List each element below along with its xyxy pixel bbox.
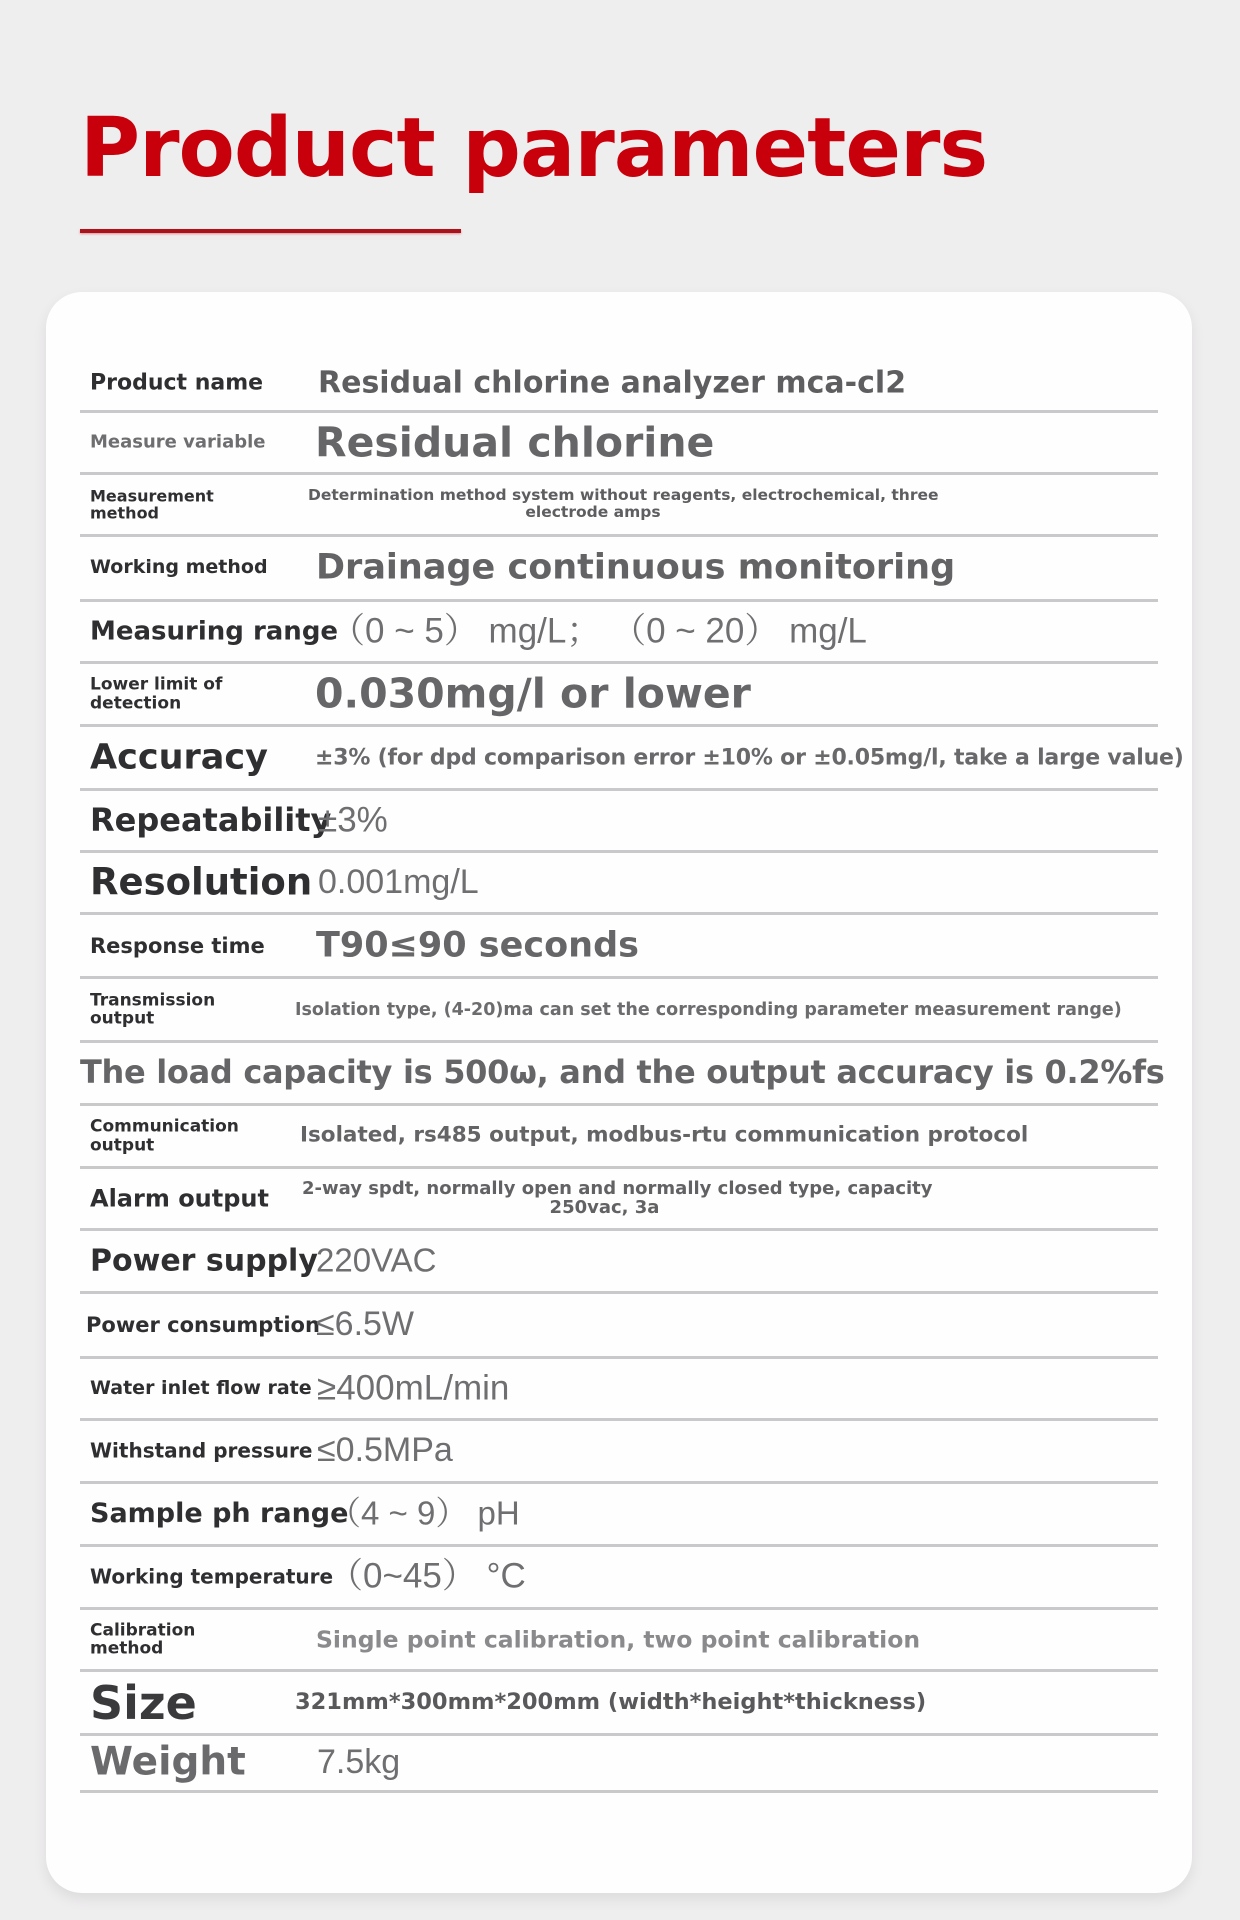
param-row-response-time — [80, 915, 1158, 979]
param-label — [90, 991, 215, 1028]
param-value: 0.001mg/L — [318, 862, 479, 901]
param-row-lower-limit — [80, 664, 1158, 727]
param-label: Measurement method — [90, 485, 214, 523]
param-value — [308, 485, 939, 523]
param-value: T90≤90 seconds — [316, 925, 639, 966]
param-row-water-inlet-flow-rate — [80, 1359, 1158, 1421]
param-value: 220VAC — [316, 1241, 437, 1279]
param-label: Working method — [90, 556, 268, 579]
param-label-line: method — [90, 1638, 164, 1659]
param-value: （4 ~ 9） pH — [328, 1494, 520, 1532]
param-label: Product name — [90, 369, 264, 395]
param-value: Residual chlorine analyzer mca-cl2 — [318, 364, 907, 400]
param-row-withstand-pressure — [80, 1421, 1158, 1484]
param-label: Working temperature — [90, 1564, 334, 1589]
param-row-resolution — [80, 853, 1158, 915]
title-underline — [80, 229, 461, 233]
param-label-line: detection — [90, 693, 182, 713]
param-value: Drainage continuous monitoring — [316, 547, 956, 588]
param-row-power-consumption — [80, 1294, 1158, 1359]
param-value: 7.5kg — [317, 1743, 401, 1782]
param-label: Power consumption — [86, 1312, 320, 1337]
param-row-sample-ph-range — [80, 1484, 1158, 1547]
param-value: （0 ~ 5） mg/L； （0 ~ 20） mg/L — [330, 611, 867, 651]
param-value: 321mm*300mm*200mm (width*height*thickness) — [295, 1688, 927, 1715]
param-value-line: 2-way spdt, normally open and normally closed type, capacity — [302, 1177, 933, 1199]
param-label — [90, 1621, 195, 1658]
param-label: Accuracy — [90, 737, 268, 778]
param-value: Single point calibration, two point calibration — [316, 1625, 921, 1654]
page-title: Product parameters — [80, 101, 988, 196]
param-row-repeatability — [80, 791, 1158, 853]
param-value-line: 250vac, 3a — [549, 1197, 660, 1219]
param-value: Isolation type, (4-20)ma can set the corresponding parameter measurement range) — [295, 999, 1122, 1020]
param-label-line: output — [90, 1135, 155, 1155]
param-row-product-name — [80, 355, 1158, 413]
param-value: ≤0.5MPa — [317, 1431, 453, 1470]
param-label: Measure variable — [90, 431, 266, 453]
param-label — [90, 675, 222, 712]
param-value-line: electrode amps — [525, 503, 661, 522]
param-value: ±3% — [318, 800, 388, 840]
param-value: 0.030mg/l or lower — [315, 669, 751, 718]
param-row-communication-output — [80, 1106, 1158, 1169]
param-label: Water inlet flow rate — [90, 1376, 312, 1399]
param-label: Alarm output — [90, 1183, 269, 1212]
param-row-load-capacity — [80, 1043, 1165, 1106]
param-label — [90, 1117, 239, 1154]
param-label: Size — [90, 1675, 197, 1730]
param-row-working-method — [80, 537, 1158, 602]
param-row-size — [80, 1672, 1158, 1736]
param-label: Sample ph range — [90, 1497, 349, 1529]
param-row-power-supply — [80, 1231, 1158, 1294]
param-row-alarm-output — [80, 1169, 1158, 1231]
param-note: The load capacity is 500ω, and the output accuracy is 0.2%fs — [80, 1053, 1165, 1092]
param-label-line: Communication — [90, 1116, 239, 1137]
param-label: Withstand pressure — [90, 1438, 313, 1463]
param-row-measuring-range — [80, 602, 1158, 664]
param-value: ≤6.5W — [316, 1305, 415, 1344]
param-label-line: Lower limit of — [90, 674, 223, 695]
param-value: Isolated, rs485 output, modbus-rtu communication protocol — [300, 1122, 1029, 1148]
param-label: Measuring range — [90, 615, 339, 646]
param-row-calibration-method — [80, 1610, 1158, 1672]
param-row-weight — [80, 1736, 1158, 1793]
param-label: Weight — [90, 1739, 246, 1785]
param-value: （0~45） °C — [328, 1556, 526, 1596]
param-label-line: Transmission — [90, 989, 216, 1010]
param-label: Repeatability — [90, 800, 332, 839]
param-row-transmission-output — [80, 979, 1158, 1043]
param-label-line: output — [90, 1008, 155, 1029]
param-row-measurement-method — [80, 475, 1158, 537]
param-value: Residual chlorine — [315, 417, 715, 466]
param-value: ≥400mL/min — [317, 1368, 510, 1408]
param-value — [302, 1177, 933, 1219]
param-row-measure-variable — [80, 413, 1158, 475]
param-label: Resolution — [90, 860, 313, 904]
param-label: Response time — [90, 933, 265, 958]
param-value: ±3% (for dpd comparison error ±10% or ±0.05mg/l, take a large value) — [315, 744, 1184, 770]
param-label-line: Calibration — [90, 1619, 196, 1640]
param-row-accuracy — [80, 727, 1184, 791]
param-value-line: Determination method system without reagents, electrochemical, three — [308, 485, 939, 504]
param-label: Power supply — [90, 1243, 318, 1279]
param-row-working-temperature — [80, 1547, 1158, 1610]
